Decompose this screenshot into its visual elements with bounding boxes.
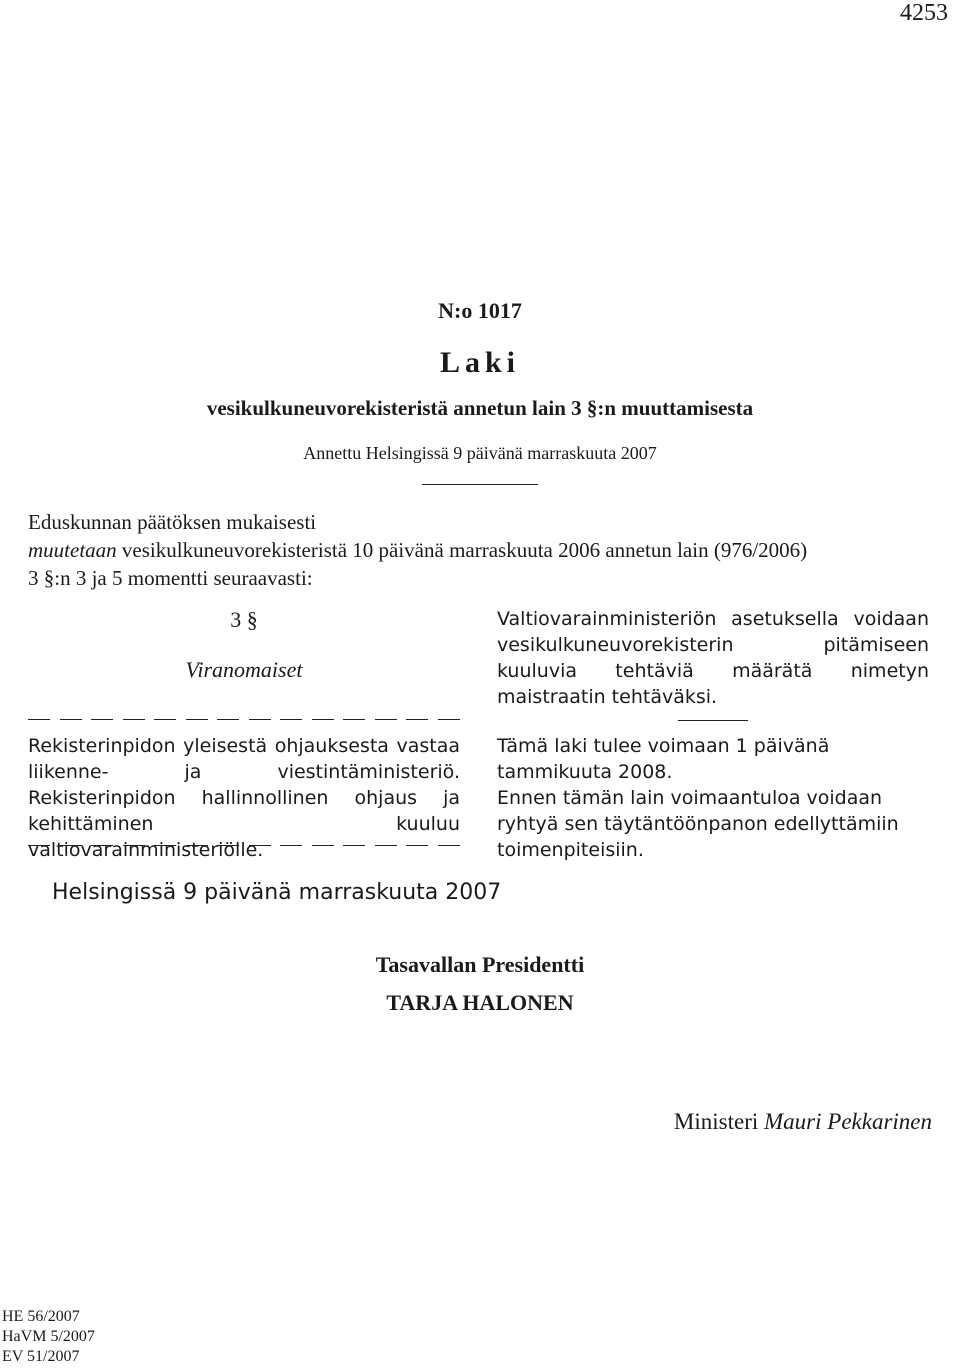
preamble-verb: muutetaan [28, 538, 117, 562]
preamble-line-2-rest: vesikulkuneuvorekisteristä 10 päivänä marraskuuta 2006 annetun lain (976/2006) [116, 538, 808, 562]
minister-name: Mauri Pekkarinen [764, 1109, 932, 1134]
omission-dashes [28, 845, 460, 846]
preamble-line-3: 3 §:n 3 ja 5 momentti seuraavasti: [28, 566, 313, 590]
minister-title: Ministeri [673, 1109, 759, 1134]
page-number: 4253 [900, 0, 948, 26]
preamble [28, 508, 807, 592]
preamble-line-1: Eduskunnan päätöksen mukaisesti [28, 510, 317, 534]
section-heading: Viranomaiset [185, 657, 303, 682]
omission-dashes [28, 719, 460, 720]
implementation-note: Ennen tämän lain voimaantuloa voidaan ryhtyä sen täytäntöönpanon edellyttämiin toimenpiteisiin. [497, 787, 899, 861]
president-name: TARJA HALONEN [386, 990, 574, 1015]
statute-number: N:o 1017 [438, 298, 522, 323]
given-date: Annettu Helsingissä 9 päivänä marraskuuta 2007 [303, 443, 657, 463]
reference: EV 51/2007 [2, 1348, 80, 1365]
divider [422, 484, 538, 485]
law-subtitle: vesikulkuneuvorekisteristä annetun lain 3 §:n muuttamisesta [206, 396, 754, 420]
section-text: Rekisterinpidon yleisestä ohjauksesta vastaa liikenne- ja viestintäministeriö. Rekisterinpidon hallinnollinen ohjaus ja kehittäminen kuuluu valtiovarainministeriölle. [28, 735, 460, 861]
preamble-line-2 [28, 536, 807, 564]
reference: HE 56/2007 [2, 1308, 80, 1325]
president-title: Tasavallan Presidentti [375, 952, 585, 977]
divider [678, 720, 748, 721]
entry-into-force: Tämä laki tulee voimaan 1 päivänä tammikuuta 2008. [497, 735, 830, 783]
legislative-references [2, 1307, 95, 1367]
reference: HaVM 5/2007 [2, 1328, 95, 1345]
section-paragraph: Valtiovarainministeriön asetuksella voidaan vesikulkuneuvorekisterin pitämiseen kuuluvia tehtäviä määrätä nimetyn maistraatin tehtäväksi. [497, 608, 929, 708]
section-number: 3 § [230, 607, 258, 632]
signing-place-date: Helsingissä 9 päivänä marraskuuta 2007 [52, 880, 502, 905]
minister-signature [674, 1109, 932, 1135]
law-title: Laki [439, 346, 521, 379]
